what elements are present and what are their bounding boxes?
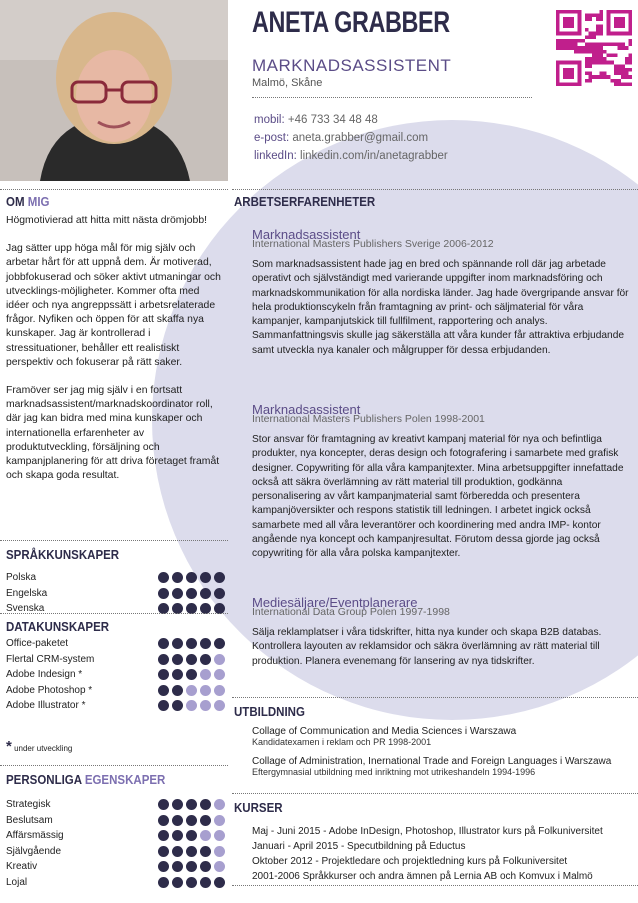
- rating-dots: [158, 830, 225, 841]
- computer-heading: DATAKUNSKAPER: [6, 620, 110, 634]
- job-entry-company: International Data Group Polen 1997-1998: [252, 606, 450, 618]
- rating-dot-filled: [158, 669, 169, 680]
- courses-list: [252, 824, 603, 884]
- rating-dots: [158, 638, 225, 649]
- job-entry: [252, 595, 632, 669]
- rating-dot-filled: [158, 799, 169, 810]
- contact-mobile: mobil: +46 733 34 48 48: [254, 114, 378, 126]
- course-item: 2001-2006 Språkkurser och andra ämnen på Lernia AB och Komvux i Malmö: [252, 871, 593, 882]
- rating-dot-filled: [172, 815, 183, 826]
- rating-dot-empty: [200, 685, 211, 696]
- rating-dot-filled: [172, 877, 183, 888]
- rating-dot-filled: [158, 700, 169, 711]
- personal-item: Beslutsam: [6, 814, 53, 826]
- rating-dot-empty: [200, 669, 211, 680]
- languages-list: [6, 570, 47, 617]
- bottom-divider: [232, 885, 638, 886]
- rating-dot-empty: [214, 830, 225, 841]
- education-detail: Kandidatexamen i reklam och PR 1998-2001: [252, 737, 432, 747]
- rating-dots: [158, 877, 225, 888]
- job-entry: [252, 227, 632, 358]
- rating-dot-filled: [186, 861, 197, 872]
- languages-divider: [0, 540, 228, 541]
- computer-list: [6, 636, 94, 714]
- rating-dot-empty: [214, 846, 225, 857]
- job-entry-description: Stor ansvar för framtagning av kreativt kampanj material för nya och befintliga produkter, nya koncepter, deras design och fotografering i samarbete med grafisk designer. Copywriting för alla våra kampanjtexter. Mina arbetsuppgifter innefattade också att säkra överlämning av rätt material till produktion, godkänna personalisering av vårt kampanjmaterial samt förberedda och presentera kampanjöversikter och respons statistik till ledningen. I arbetet ingick också samarbete med all våra leverantörer och koordinering med andra IMP- kontor angående nya koncept och kampanjresultat. Förutom dessa gjorde jag också copywriting för alla våra polska kampanjtexter.: [252, 434, 624, 560]
- job-entry-company: International Masters Publishers Sverige 2006-2012: [252, 238, 494, 250]
- rating-dot-filled: [172, 700, 183, 711]
- rating-dot-filled: [186, 799, 197, 810]
- rating-dot-filled: [200, 638, 211, 649]
- computer-item: Adobe Illustrator *: [6, 700, 86, 711]
- about-heading: OM MIG: [6, 195, 50, 209]
- rating-dot-filled: [186, 877, 197, 888]
- job-entry: [252, 402, 632, 562]
- rating-dot-filled: [186, 669, 197, 680]
- education-entry: [252, 756, 611, 777]
- rating-dot-filled: [186, 572, 197, 583]
- rating-dot-filled: [158, 588, 169, 599]
- rating-dots: [158, 799, 225, 810]
- portrait-image: [0, 0, 228, 181]
- rating-dot-filled: [158, 846, 169, 857]
- contact-email: e-post: aneta.grabber@gmail.com: [254, 132, 429, 144]
- rating-dot-filled: [186, 588, 197, 599]
- rating-dot-filled: [200, 815, 211, 826]
- rating-dot-empty: [214, 700, 225, 711]
- rating-dot-filled: [214, 638, 225, 649]
- rating-dot-filled: [200, 877, 211, 888]
- rating-dot-filled: [158, 815, 169, 826]
- rating-dot-filled: [172, 685, 183, 696]
- rating-dots: [158, 685, 225, 696]
- education-school: Collage of Communication and Media Sciences i Warszawa: [252, 726, 517, 737]
- mobile-value[interactable]: +46 733 34 48 48: [287, 114, 378, 126]
- education-detail: Eftergymnasial utbildning med inriktning mot utrikeshandeln 1994-1996: [252, 767, 536, 777]
- header-divider: [252, 97, 532, 98]
- personal-heading: PERSONLIGA EGENSKAPER: [6, 773, 166, 787]
- rating-dot-empty: [214, 861, 225, 872]
- job-entry-title: Mediesäljare/Eventplanerare: [252, 595, 418, 610]
- rating-dots: [158, 654, 225, 665]
- languages-heading: SPRÅKKUNSKAPER: [6, 548, 120, 562]
- rating-dot-filled: [172, 654, 183, 665]
- rating-dot-empty: [186, 685, 197, 696]
- rating-dot-filled: [172, 669, 183, 680]
- personal-item: Självgående: [6, 845, 62, 857]
- job-title: MARKNADSASSISTENT: [252, 56, 452, 75]
- rating-dot-empty: [214, 685, 225, 696]
- language-item: Engelska: [6, 587, 48, 599]
- footnote: * under utveckling: [6, 738, 73, 755]
- rating-dots: [158, 572, 225, 583]
- rating-dot-filled: [186, 654, 197, 665]
- rating-dot-filled: [158, 572, 169, 583]
- rating-dot-filled: [172, 588, 183, 599]
- rating-dots: [158, 588, 225, 599]
- courses-heading: KURSER: [234, 801, 283, 815]
- personal-item: Strategisk: [6, 799, 51, 810]
- job-entry-company: International Masters Publishers Polen 1998-2001: [252, 413, 485, 425]
- education-heading: UTBILDNING: [234, 705, 305, 719]
- rating-dots: [158, 846, 225, 857]
- rating-dot-empty: [214, 799, 225, 810]
- rating-dot-empty: [214, 815, 225, 826]
- rating-dot-filled: [214, 877, 225, 888]
- job-entry-title: Marknadsassistent: [252, 402, 361, 417]
- rating-dot-empty: [214, 654, 225, 665]
- rating-dot-filled: [214, 572, 225, 583]
- contact-block: [254, 111, 448, 165]
- rating-dot-filled: [172, 638, 183, 649]
- course-item: Maj - Juni 2015 - Adobe InDesign, Photoshop, Illustrator kurs på Folkuniversitet: [252, 826, 603, 837]
- personal-list: [6, 797, 64, 890]
- rating-dot-filled: [158, 861, 169, 872]
- job-entry-title: Marknadsassistent: [252, 227, 361, 242]
- rating-dots: [158, 669, 225, 680]
- about-text: [6, 214, 224, 483]
- job-entry-description: Som marknadsassistent hade jag en bred och spännande roll där jag arbetade operativt och självständigt med varierande uppgifter inom marknadsföring och marknadskommunikation för alla nordiska länder. Jag hade övergripande ansvar för hela produktionscykeln från framtagning av print- och säljmaterial för våra kampanjer, kampanjutskick till fullfilment, rapportering och analys. Sammanfattningsvis skulle jag säkerställa att våra kunder får attraktiva erbjudande samt utveckla nya kanaler och målgrupper för dessa erbjudanden.: [252, 259, 629, 356]
- rating-dot-filled: [158, 830, 169, 841]
- rating-dot-filled: [172, 861, 183, 872]
- computer-divider: [0, 613, 228, 614]
- experience-divider: [232, 189, 638, 190]
- rating-dot-empty: [200, 700, 211, 711]
- experience-heading: ARBETSERFARENHETER: [234, 195, 376, 209]
- about-paragraph: Jag sätter upp höga mål för mig själv och arbetar hårt för att uppnå dem. Är motiverad, jobbfokuserad och söker aktivt utmaningar och utvecklings-möjligheter. Kommer ofta med idéer och nya angreppssätt i arbetsrelaterade frågor. Nyfiken och öppen för att skaffa nya kunskaper. Jag är kontrollerad i stressituationer, behåller ett realistiskt perspektiv och fokuserar på rätt saker.: [6, 243, 221, 368]
- rating-dot-filled: [186, 830, 197, 841]
- rating-dot-filled: [158, 877, 169, 888]
- rating-dot-filled: [172, 572, 183, 583]
- job-entry-description: Sälja reklamplatser i våra tidskrifter, hitta nya kunder och skapa B2B databas. Kontrollera layouten av reklamsidor och säkra överlämning av rätt material till produktion. Planera evenemang för lansering av nya tidskrifter.: [252, 627, 602, 667]
- rating-dot-filled: [186, 846, 197, 857]
- language-item: Polska: [6, 572, 37, 583]
- contact-linkedin: linkedIn: linkedin.com/in/anetagrabber: [254, 150, 448, 162]
- education-school: Collage of Administration, Inernational Trade and Foreign Languages i Warszawa: [252, 756, 612, 767]
- rating-dot-filled: [158, 638, 169, 649]
- rating-dot-empty: [186, 700, 197, 711]
- course-item: Januari - April 2015 - Specutbildning på Eductus: [252, 841, 466, 852]
- rating-dot-filled: [186, 815, 197, 826]
- profile-photo: [0, 0, 228, 181]
- qr-code-icon: [556, 10, 632, 86]
- rating-dots: [158, 700, 225, 711]
- rating-dot-filled: [200, 846, 211, 857]
- rating-dot-empty: [200, 830, 211, 841]
- language-item: Svenska: [6, 603, 45, 614]
- rating-dot-filled: [200, 861, 211, 872]
- rating-dot-filled: [200, 654, 211, 665]
- rating-dots: [158, 861, 225, 872]
- location: Malmö, Skåne: [252, 77, 323, 89]
- courses-divider: [232, 793, 638, 794]
- rating-dot-filled: [214, 588, 225, 599]
- rating-dot-filled: [200, 799, 211, 810]
- rating-dot-filled: [200, 588, 211, 599]
- computer-item: Flertal CRM-system: [6, 653, 95, 665]
- about-divider: [0, 189, 228, 190]
- personal-divider: [0, 765, 228, 766]
- rating-dot-filled: [158, 685, 169, 696]
- computer-item: Adobe Indesign *: [6, 669, 83, 680]
- linkedin-link[interactable]: linkedin.com/in/anetagrabber: [300, 150, 448, 162]
- about-paragraph: Framöver ser jag mig själv i en fortsatt marknadsassistent/marknadskoordinator roll, där jag kan bidra med mina kunskaper och internationella erfarenheter av produktutveckling, försäljning och kampanjplanering för att driva företaget framåt och skapa goda resultat.: [6, 385, 220, 482]
- rating-dot-filled: [172, 846, 183, 857]
- computer-item: Office-paketet: [6, 638, 69, 649]
- education-divider: [232, 697, 638, 698]
- rating-dot-filled: [172, 830, 183, 841]
- email-link[interactable]: aneta.grabber@gmail.com: [292, 132, 429, 144]
- course-item: Oktober 2012 - Projektledare och projektledning kurs på Folkuniversitet: [252, 856, 568, 867]
- about-paragraph: Högmotivierad att hitta mitt nästa drömjobb!: [6, 215, 207, 226]
- rating-dot-empty: [214, 669, 225, 680]
- personal-item: Kreativ: [6, 861, 38, 872]
- rating-dot-filled: [200, 572, 211, 583]
- rating-dot-filled: [172, 799, 183, 810]
- education-entry: [252, 726, 516, 747]
- rating-dot-filled: [158, 654, 169, 665]
- personal-item: Lojal: [6, 876, 28, 888]
- computer-item: Adobe Photoshop *: [6, 684, 93, 696]
- rating-dot-filled: [186, 638, 197, 649]
- candidate-name: ANETA GRABBER: [252, 6, 450, 39]
- personal-item: Affärsmässig: [6, 830, 64, 841]
- rating-dots: [158, 815, 225, 826]
